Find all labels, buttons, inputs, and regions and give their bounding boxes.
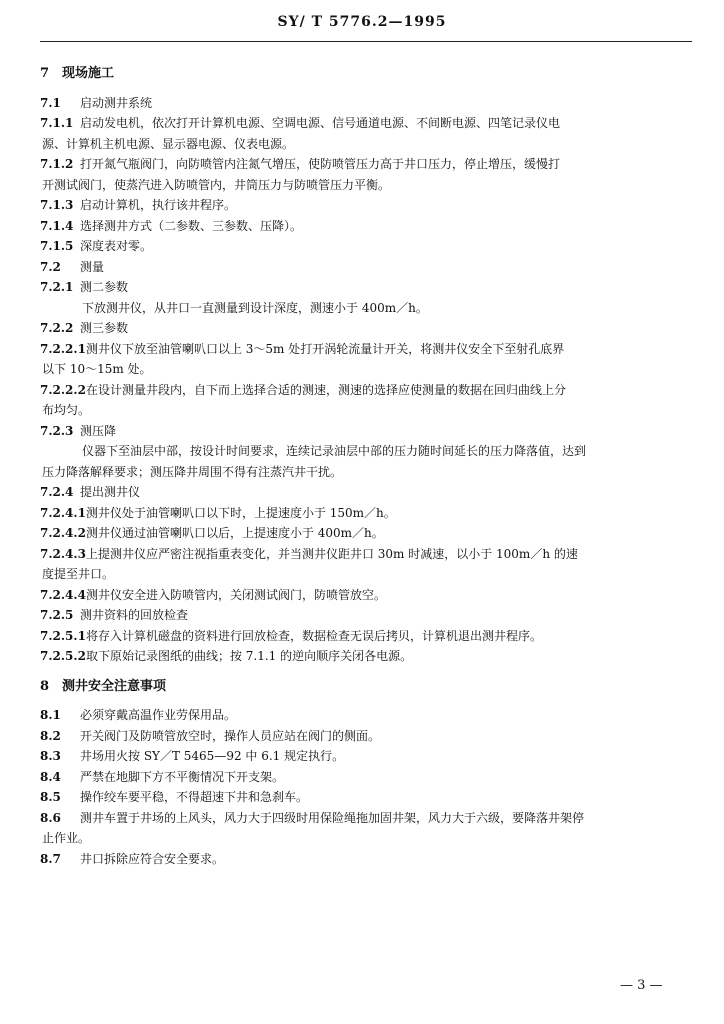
clause-text: 井场用火按 SY／T 5465—92 中 6.1 规定执行。 xyxy=(80,749,345,763)
clause-line xyxy=(40,216,692,237)
clause-number: 7.2.4.1 xyxy=(40,505,86,520)
clause-text: 测井资料的回放检查 xyxy=(80,608,189,622)
clause-line xyxy=(40,828,692,849)
clause-line xyxy=(40,808,692,829)
section-number: 8 xyxy=(40,678,50,694)
clause-text: 测三参数 xyxy=(80,321,129,335)
clause-number: 7.1.3 xyxy=(40,198,74,212)
clause-line xyxy=(40,849,692,870)
clause-text: 止作业。 xyxy=(42,831,91,845)
clause-line xyxy=(40,605,692,626)
clause-line xyxy=(40,400,692,421)
clause-text: 下放测井仪，从井口一直测量到设计深度，测速小于 400m／h。 xyxy=(82,300,428,315)
clause-line xyxy=(40,277,692,298)
clause-text: 选择测井方式（二参数、三参数、压降）。 xyxy=(80,218,303,233)
clause-text: 开测试阀门，使蒸汽进入防喷管内，井筒压力与防喷管压力平衡。 xyxy=(42,177,391,192)
clause-line xyxy=(40,175,692,196)
section-heading xyxy=(40,677,692,698)
clause-text: 操作绞车要平稳，不得超速下井和急刹车。 xyxy=(80,790,309,804)
clause-line xyxy=(40,154,692,175)
clause-line xyxy=(40,626,692,647)
clause-line xyxy=(40,746,692,767)
clause-text: 布均匀。 xyxy=(42,403,91,417)
clause-text: 度提至井口。 xyxy=(42,567,115,581)
clause-text: 提出测井仪 xyxy=(80,485,141,499)
clause-number: 7.2.4.2 xyxy=(40,526,86,540)
clause-line xyxy=(40,113,692,134)
clause-number: 8.3 xyxy=(40,749,61,763)
clause-number: 7.2.5.1 xyxy=(40,628,86,643)
clause-number: 7.1.2 xyxy=(40,157,74,171)
section-title: 测井安全注意事项 xyxy=(62,678,167,694)
clause-text: 深度表对零。 xyxy=(80,239,153,253)
clause-number: 7.2.4.3 xyxy=(40,546,86,561)
clause-text: 井口拆除应符合安全要求。 xyxy=(80,851,225,866)
clause-text: 测井仪处于油管喇叭口以下时，上提速度小于 150m／h。 xyxy=(85,505,396,520)
clause-number: 7.2.5 xyxy=(40,608,74,622)
clause-line xyxy=(40,523,692,544)
clause-text: 取下原始记录图纸的曲线；按 7.1.1 的逆向顺序关闭各电源。 xyxy=(85,649,413,663)
clause-text: 严禁在地脚下方不平衡情况下开支架。 xyxy=(80,769,285,784)
section-heading xyxy=(40,64,692,85)
clause-text: 必须穿戴高温作业劳保用品。 xyxy=(80,708,237,722)
clause-line xyxy=(40,93,692,114)
page-number: — 3 — xyxy=(620,978,663,993)
clause-number: 7.2 xyxy=(40,259,61,274)
clause-text: 压力降落解释要求；测压降井周围不得有注蒸汽井干扰。 xyxy=(42,464,343,479)
clause-line xyxy=(40,298,692,319)
clause-line xyxy=(40,441,692,462)
clause-number: 7.1.1 xyxy=(40,116,74,130)
clause-line xyxy=(40,705,692,726)
clause-number: 8.4 xyxy=(40,769,61,784)
clause-line xyxy=(40,380,692,401)
clause-line xyxy=(40,257,692,278)
clause-text: 启动测井系统 xyxy=(80,95,153,110)
clause-number: 7.2.3 xyxy=(40,423,74,438)
clause-line xyxy=(40,195,692,216)
clause-line xyxy=(40,646,692,667)
clause-line xyxy=(40,421,692,442)
clause-number: 7.2.5.2 xyxy=(40,649,86,663)
clause-number: 7.1.5 xyxy=(40,239,74,253)
clause-text: 上提测井仪应严密注视指重表变化，并当测井仪距井口 30m 时减速，以小于 100m／h 的速 xyxy=(85,546,578,561)
clause-line xyxy=(40,134,692,155)
clause-text: 测井仪安全进入防喷管内，关闭测试阀门，防喷管放空。 xyxy=(85,587,386,602)
clause-text: 源、计算机主机电源、显示器电源、仪表电源。 xyxy=(42,136,295,151)
clause-line xyxy=(40,318,692,339)
clause-text: 将存入计算机磁盘的资料进行回放检查，数据检查无误后拷贝，计算机退出测井程序。 xyxy=(85,628,542,643)
clause-line xyxy=(40,767,692,788)
clause-line xyxy=(40,585,692,606)
clause-text: 打开氮气瓶阀门，向防喷管内注氮气增压，使防喷管压力高于井口压力，停止增压，缓慢打 xyxy=(80,157,561,171)
clause-number: 8.5 xyxy=(40,790,61,804)
clause-line xyxy=(40,462,692,483)
clause-line xyxy=(40,564,692,585)
clause-line xyxy=(40,359,692,380)
clause-text: 以下 10～15m 处。 xyxy=(42,362,152,376)
clause-text: 测二参数 xyxy=(80,280,129,294)
document-body xyxy=(40,60,692,869)
clause-number: 7.2.4.4 xyxy=(40,587,86,602)
clause-text: 开关阀门及防喷管放空时，操作人员应站在阀门的侧面。 xyxy=(80,728,381,743)
clause-number: 7.2.2.1 xyxy=(40,341,86,356)
clause-line xyxy=(40,339,692,360)
clause-number: 7.1 xyxy=(40,95,61,110)
clause-line xyxy=(40,544,692,565)
clause-number: 8.6 xyxy=(40,810,61,825)
clause-text: 测井车置于井场的上风头，风力大于四级时用保险绳拖加固井架，风力大于六级，要降落井架停 xyxy=(80,810,585,825)
clause-line xyxy=(40,726,692,747)
section-title: 现场施工 xyxy=(62,66,115,81)
clause-line xyxy=(40,503,692,524)
clause-text: 在设计测量井段内，自下而上选择合适的测速，测速的选择应使测量的数据在回归曲线上分 xyxy=(85,382,566,397)
clause-text: 启动发电机，依次打开计算机电源、空调电源、信号通道电源、不间断电源、四笔记录仪电 xyxy=(80,116,561,130)
clause-number: 7.2.2 xyxy=(40,321,74,335)
clause-text: 测压降 xyxy=(80,423,117,438)
header-divider xyxy=(40,41,692,42)
clause-number: 7.2.1 xyxy=(40,280,74,294)
clause-text: 测井仪通过油管喇叭口以后，上提速度小于 400m／h。 xyxy=(85,526,384,540)
document-header: SY/ T 5776.2—1995 xyxy=(277,14,447,30)
clause-text: 仪器下至油层中部，按设计时间要求，连续记录油层中部的压力随时间延长的压力降落值，达到 xyxy=(82,444,587,458)
clause-number: 7.2.4 xyxy=(40,485,74,499)
clause-number: 8.7 xyxy=(40,851,61,866)
clause-line xyxy=(40,787,692,808)
clause-number: 8.1 xyxy=(40,708,61,722)
clause-line xyxy=(40,236,692,257)
clause-line xyxy=(40,482,692,503)
clause-text: 启动计算机，执行该井程序。 xyxy=(80,198,237,212)
clause-number: 7.1.4 xyxy=(40,218,74,233)
clause-number: 8.2 xyxy=(40,728,61,743)
clause-text: 测井仪下放至油管喇叭口以上 3～5m 处打开涡轮流量计开关，将测井仪安全下至射孔底界 xyxy=(85,341,565,356)
section-number: 7 xyxy=(40,66,50,81)
clause-number: 7.2.2.2 xyxy=(40,382,86,397)
clause-text: 测量 xyxy=(80,259,105,274)
